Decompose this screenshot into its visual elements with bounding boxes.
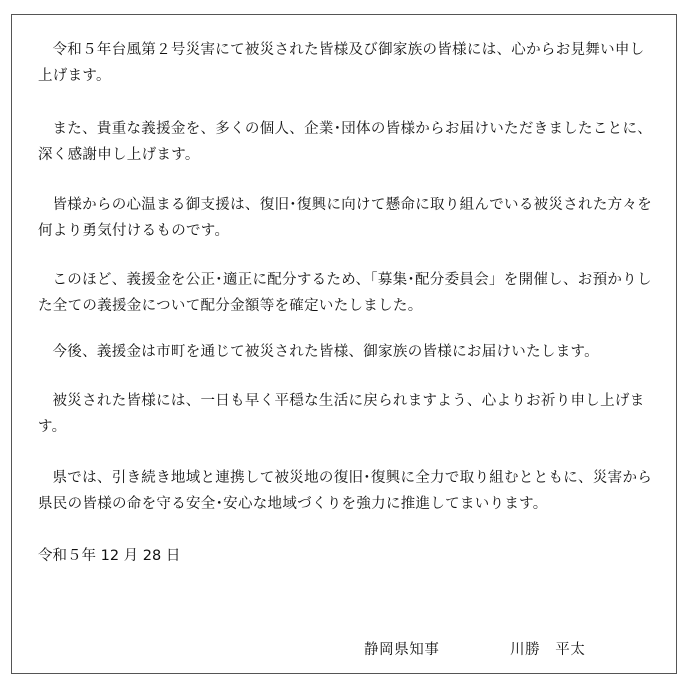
letter-date: 令和５年 12 月 28 日	[38, 548, 181, 564]
paragraph-wishes: 被災された皆様には、一日も早く平穏な生活に戻られますよう、心よりお祈り申し上げます。	[38, 393, 645, 435]
paragraph-support: 皆様からの心温まる御支援は、復旧･復興に向けて懸命に取り組んでいる被災された方々を何より勇気付けるものです。	[38, 197, 653, 239]
letter-frame	[11, 14, 677, 674]
letter-body	[12, 15, 676, 673]
paragraph-distribution: このほど、義援金を公正･適正に配分するため、「募集･配分委員会」を開催し、お預かりした全ての義援金について配分金額等を確定いたしました。	[38, 272, 652, 314]
paragraph-thanks: また、貴重な義援金を、多くの個人、企業･団体の皆様からお届けいただきましたことに、深く感謝申し上げます。	[38, 121, 653, 163]
paragraph-commitment: 県では、引き続き地域と連携して被災地の復旧･復興に全力で取り組むとともに、災害から県民の皆様の命を守る安全･安心な地域づくりを強力に推進してまいります。	[38, 470, 653, 512]
signer-name: 川勝 平太	[510, 642, 586, 658]
signature-block	[364, 637, 586, 663]
signer-title: 静岡県知事	[364, 642, 440, 658]
paragraph-sympathy: 令和５年台風第２号災害にて被災された皆様及び御家族の皆様には、心からお見舞い申し上げます。	[38, 42, 645, 84]
paragraph-delivery: 今後、義援金は市町を通じて被災された皆様、御家族の皆様にお届けいたします。	[52, 344, 599, 360]
